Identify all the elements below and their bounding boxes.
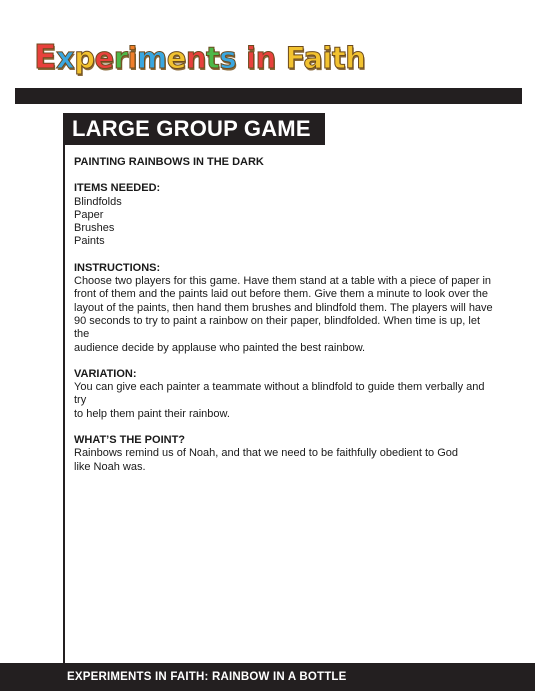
text-line: audience decide by applause who painted the best rainbow. — [74, 341, 366, 354]
logo-word-faith: Faith — [285, 41, 366, 75]
game-content — [74, 156, 494, 487]
point-section — [74, 434, 494, 474]
items-needed-section — [74, 182, 494, 248]
footer-bar — [0, 663, 535, 691]
logo-letter: t — [206, 41, 220, 75]
left-rule — [63, 143, 65, 665]
logo — [34, 34, 365, 78]
list-item: Paints — [74, 235, 105, 248]
footer-text: EXPERIMENTS IN FAITH: RAINBOW IN A BOTTLE — [67, 671, 347, 683]
logo-letter: e — [94, 41, 114, 75]
section-heading-text: LARGE GROUP GAME — [72, 116, 311, 141]
logo-letter: r — [113, 41, 128, 75]
game-title: PAINTING RAINBOWS IN THE DARK — [74, 156, 264, 168]
text-line: You can give each painter a teammate without a blindfold to guide them verbally and try — [74, 381, 485, 407]
text-line: front of them and the paints laid out before them. Give them a minute to look over the — [74, 288, 488, 301]
instructions-section — [74, 262, 494, 355]
text-line: layout of the paints, then hand them brushes and blindfold them. The players will have — [74, 301, 493, 314]
list-item: Brushes — [74, 222, 115, 235]
logo-word-in: in — [246, 41, 276, 75]
items-needed-label: ITEMS NEEDED: — [74, 182, 161, 195]
text-line: 90 seconds to try to paint a rainbow on their paper, blindfolded. When time is up, let the — [74, 314, 481, 341]
variation-label: VARIATION: — [74, 367, 137, 380]
logo-letter: E — [34, 37, 57, 76]
point-label: WHAT’S THE POINT? — [74, 434, 186, 447]
logo-letter: p — [74, 41, 95, 75]
list-item: Paper — [74, 208, 104, 221]
section-heading — [63, 113, 325, 145]
logo-letter: x — [56, 41, 75, 75]
instructions-label: INSTRUCTIONS: — [74, 261, 161, 274]
logo-letter: s — [219, 41, 237, 75]
logo-letter: m — [136, 41, 167, 75]
header-bar — [15, 88, 522, 104]
text-line: to help them paint their rainbow. — [74, 407, 230, 420]
text-line: Choose two players for this game. Have them stand at a table with a piece of paper in — [74, 275, 492, 288]
text-line: like Noah was. — [74, 460, 146, 473]
logo-letter: e — [166, 41, 186, 75]
logo-letter: n — [185, 41, 207, 75]
logo-letter: i — [127, 41, 137, 75]
logo-word-experiments — [34, 37, 236, 78]
text-line: Rainbows remind us of Noah, and that we need to be faithfully obedient to God — [74, 447, 459, 460]
variation-section — [74, 368, 494, 421]
list-item: Blindfolds — [74, 195, 122, 208]
